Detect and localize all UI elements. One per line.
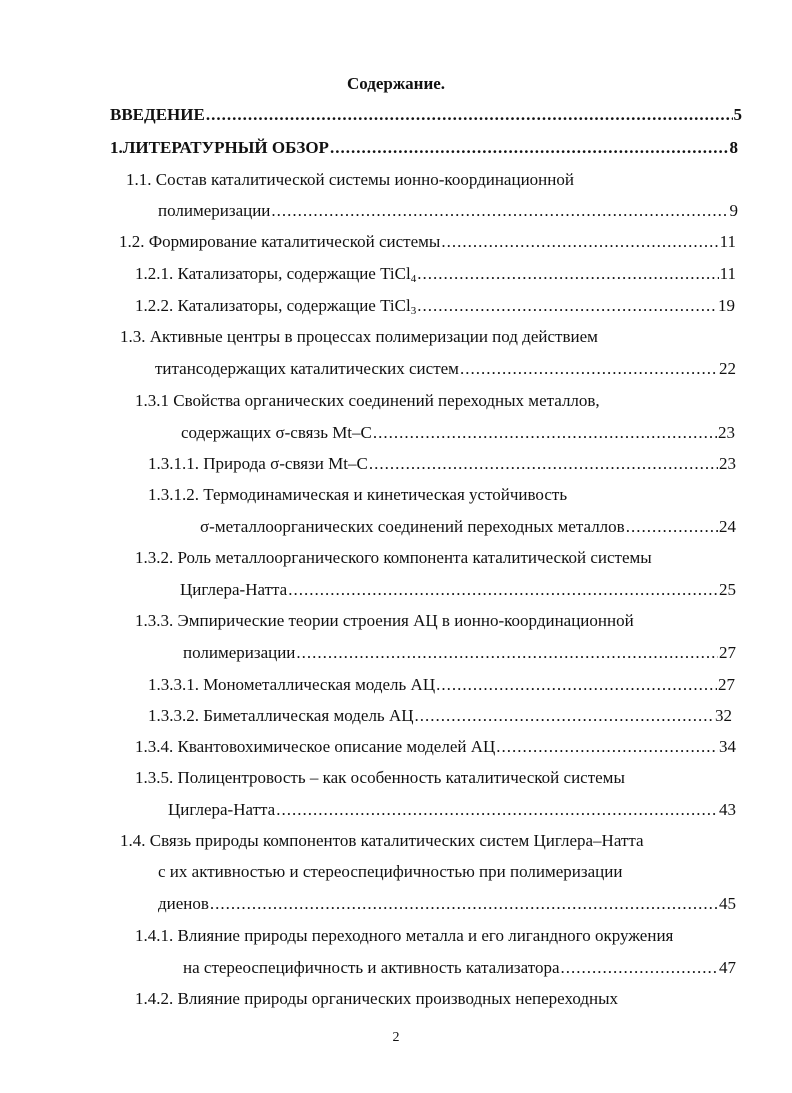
- toc-entry-1-3-2-line2[interactable]: [180, 579, 736, 601]
- toc-entry-introduction[interactable]: [110, 104, 742, 126]
- toc-leader-dots: [271, 200, 728, 222]
- toc-entry-1-4-1-line1[interactable]: 1.4.1. Влияние природы переходного металла и его лигандного окружения: [135, 926, 674, 945]
- toc-leader-dots: [288, 579, 718, 601]
- toc-entry-page: 9: [729, 201, 738, 220]
- toc-leader-dots: [417, 295, 717, 317]
- page-number: 2: [392, 1030, 400, 1045]
- toc-entry-1-3-2-line1[interactable]: 1.3.2. Роль металлоорганического компонента каталитической системы: [135, 548, 652, 567]
- toc-entry-1-3-3-line1[interactable]: 1.3.3. Эмпирические теории строения АЦ в ионно-координационной: [135, 611, 634, 630]
- toc-entry-text: диенов: [158, 894, 209, 913]
- toc-entry-page: 23: [718, 423, 735, 442]
- toc-entry-page: 27: [719, 643, 736, 662]
- toc-entry-page: 45: [719, 894, 736, 913]
- toc-entry-text: титансодержащих каталитических систем: [155, 359, 459, 378]
- toc-leader-dots: [460, 358, 718, 380]
- toc-entry-1-4-line2[interactable]: с их активностью и стереоспецифичностью при полимеризации: [158, 862, 623, 881]
- toc-entry-1-2-2[interactable]: [135, 295, 735, 317]
- toc-entry-1-2[interactable]: [119, 231, 736, 253]
- toc-entry-page: 23: [719, 454, 736, 473]
- toc-entry-page: 47: [719, 958, 736, 977]
- toc-leader-dots: [210, 893, 718, 915]
- toc-entry-page: 34: [719, 737, 736, 756]
- toc-entry-page: 11: [719, 264, 736, 283]
- toc-entry-page: 11: [719, 232, 736, 251]
- toc-entry-1-3-5-line1[interactable]: 1.3.5. Полицентровость – как особенность каталитической системы: [135, 768, 625, 787]
- toc-entry-page: 5: [733, 105, 742, 124]
- toc-entry-text: полимеризации: [183, 643, 296, 662]
- toc-entry-text: ВВЕДЕНИЕ: [110, 105, 205, 124]
- toc-leader-dots: [436, 674, 717, 696]
- toc-entry-text: Циглера-Натта: [180, 580, 288, 599]
- toc-entry-text: на стереоспецифичность и активность катализатора: [183, 958, 560, 977]
- toc-leader-dots: [561, 957, 719, 979]
- toc-entry-1-1-line2[interactable]: [158, 200, 738, 222]
- toc-entry-page: 24: [719, 517, 736, 536]
- toc-leader-dots: [373, 422, 717, 444]
- toc-leader-dots: [369, 453, 718, 475]
- toc-entry-page: 32: [715, 706, 732, 725]
- toc-leader-dots: [496, 736, 718, 758]
- toc-entry-text: σ-металлоорганических соединений переходных металлов: [200, 517, 625, 536]
- toc-entry-literature-review[interactable]: [110, 137, 738, 159]
- toc-entry-text: 1.3.3.1. Монометаллическая модель АЦ: [148, 675, 436, 694]
- toc-entry-text: содержащих σ-связь Mt–C: [181, 423, 372, 442]
- toc-entry-page: 22: [719, 359, 736, 378]
- page-title: Содержание.: [346, 74, 446, 93]
- toc-leader-dots: [417, 263, 718, 285]
- toc-leader-dots: [276, 799, 718, 821]
- toc-entry-text: 1.2.2. Катализаторы, содержащие TiCl$_3$: [135, 296, 417, 317]
- toc-entry-1-3-1-line2[interactable]: [181, 422, 735, 444]
- toc-entry-1-3-3-line2[interactable]: [183, 642, 736, 664]
- toc-entry-1-3-4[interactable]: [135, 736, 736, 758]
- toc-entry-1-3-1-1[interactable]: [148, 453, 736, 475]
- toc-entry-page: 43: [719, 800, 736, 819]
- toc-entry-text: 1.3.4. Квантовохимическое описание моделей АЦ: [135, 737, 496, 756]
- toc-leader-dots: [206, 104, 733, 126]
- toc-entry-1-4-line1[interactable]: 1.4. Связь природы компонентов каталитических систем Циглера–Натта: [120, 831, 644, 850]
- toc-entry-page: 8: [729, 138, 738, 157]
- toc-entry-1-3-1-2-line1[interactable]: 1.3.1.2. Термодинамическая и кинетическая устойчивость: [148, 485, 568, 504]
- toc-entry-1-3-3-2[interactable]: [148, 705, 732, 727]
- toc-entry-1-3-3-1[interactable]: [148, 674, 735, 696]
- toc-entry-text: полимеризации: [158, 201, 271, 220]
- toc-entry-1-1-line1[interactable]: 1.1. Состав каталитической системы ионно-координационной: [126, 170, 574, 189]
- toc-entry-1-3-line2[interactable]: [155, 358, 736, 380]
- toc-entry-text: 1.3.3.2. Биметаллическая модель АЦ: [148, 706, 414, 725]
- toc-leader-dots: [330, 137, 729, 159]
- toc-entry-1-3-5-line2[interactable]: [168, 799, 736, 821]
- toc-leader-dots: [441, 231, 718, 253]
- toc-entry-1-4-line3[interactable]: [158, 893, 736, 915]
- toc-entry-text: 1.2.1. Катализаторы, содержащие TiCl$_4$: [135, 264, 417, 285]
- toc-entry-1-4-1-line2[interactable]: [183, 957, 736, 979]
- toc-entry-1-4-2-line1[interactable]: 1.4.2. Влияние природы органических производных непереходных: [135, 989, 619, 1008]
- toc-entry-1-3-line1[interactable]: 1.3. Активные центры в процессах полимеризации под действием: [120, 327, 598, 346]
- toc-entry-page: 19: [718, 296, 735, 315]
- toc-leader-dots: [296, 642, 718, 664]
- toc-entry-text: Циглера-Натта: [168, 800, 276, 819]
- toc-entry-1-3-1-2-line2[interactable]: [200, 516, 736, 538]
- toc-leader-dots: [415, 705, 715, 727]
- toc-entry-page: 27: [718, 675, 735, 694]
- toc-leader-dots: [626, 516, 718, 538]
- toc-entry-text: 1.2. Формирование каталитической системы: [119, 232, 441, 251]
- toc-entry-page: 25: [719, 580, 736, 599]
- toc-entry-1-3-1-line1[interactable]: 1.3.1 Свойства органических соединений переходных металлов,: [135, 391, 600, 410]
- toc-entry-text: 1.ЛИТЕРАТУРНЫЙ ОБЗОР: [110, 138, 329, 157]
- toc-entry-1-2-1[interactable]: [135, 263, 736, 285]
- toc-entry-text: 1.3.1.1. Природа σ-связи Mt–C: [148, 454, 368, 473]
